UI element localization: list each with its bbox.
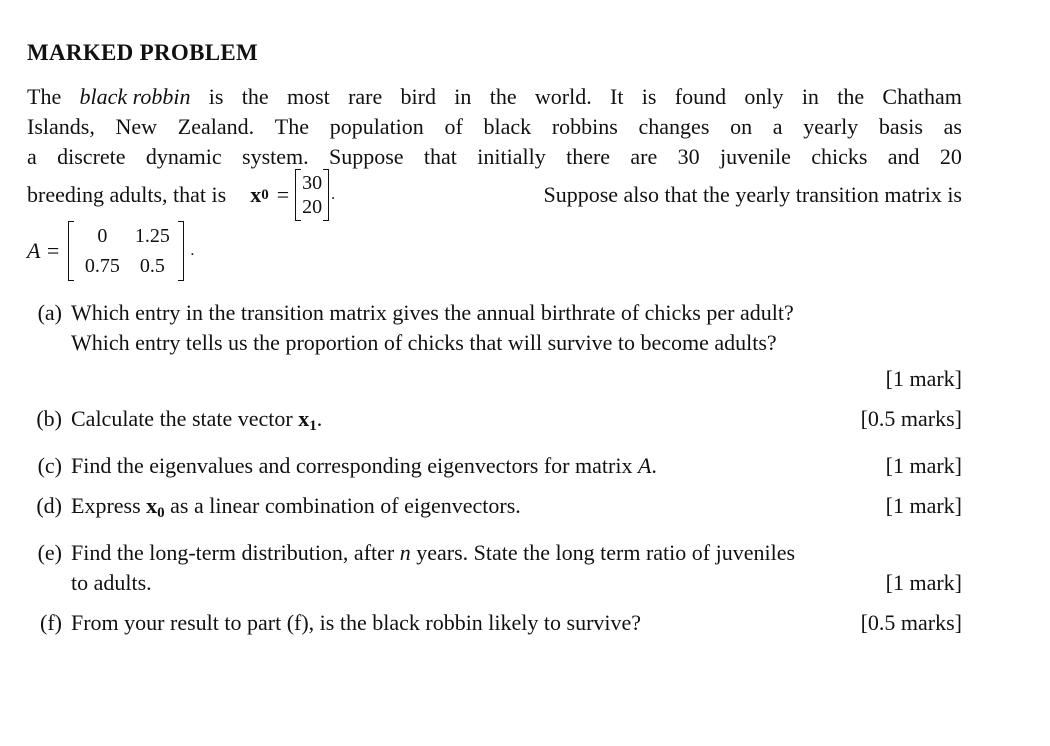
period: .	[316, 406, 323, 431]
part-text: as a linear combination of eigenvectors.	[170, 493, 521, 518]
part-text: Calculate the state vector	[71, 406, 293, 431]
part-text: years. State the long term ratio of juveniles	[416, 540, 796, 565]
word: dynamic	[145, 144, 222, 169]
word: 30	[677, 144, 700, 169]
problem-sheet	[27, 40, 962, 638]
part-text-line	[71, 568, 962, 598]
part-label: (c)	[37, 453, 62, 478]
matrix-symbol: A	[637, 453, 652, 478]
word: as	[943, 114, 962, 139]
transition-matrix-line	[27, 218, 962, 284]
intro-line-3	[27, 142, 962, 172]
matrix-entries	[74, 221, 178, 281]
word: a	[27, 144, 37, 169]
intro-line-4	[27, 174, 962, 216]
intro-line-1	[27, 82, 962, 112]
word: a	[772, 114, 783, 139]
period: .	[190, 242, 195, 259]
word: Suppose	[329, 144, 404, 169]
transition-matrix	[68, 221, 184, 281]
part-text: to adults.	[71, 570, 152, 595]
x1-subscript: 1	[309, 418, 317, 434]
word: yearly	[803, 114, 859, 139]
part-d	[27, 491, 962, 528]
mark-allocation: [1 mark]	[885, 493, 962, 518]
part-c	[27, 451, 962, 481]
word: New	[115, 114, 158, 139]
question-parts	[27, 298, 962, 638]
part-label: (e)	[37, 540, 62, 565]
word: changes	[638, 114, 710, 139]
word: on	[730, 114, 753, 139]
word: rare	[348, 84, 383, 109]
word: and	[887, 144, 920, 169]
word: in	[801, 84, 819, 109]
mark-allocation: [1 mark]	[885, 570, 962, 595]
word: of	[444, 114, 463, 139]
x0-symbol: x	[250, 182, 262, 207]
part-text: Find the eigenvalues and corresponding eigenvectors for matrix	[71, 453, 633, 478]
word: black	[483, 114, 532, 139]
word: bird	[400, 84, 436, 109]
part-text: Which entry in the transition matrix gives the annual birthrate of chicks per adult?	[71, 300, 794, 325]
problem-intro	[27, 82, 962, 284]
word: 20	[939, 144, 962, 169]
intro-text: breeding adults, that is	[27, 182, 227, 207]
mark-allocation: [0.5 marks]	[860, 610, 962, 635]
x0-subscript: 0	[261, 187, 269, 203]
initial-state-statement	[27, 169, 335, 221]
initial-state-vector	[295, 169, 329, 221]
part-label: (d)	[36, 493, 62, 518]
word: It	[610, 84, 624, 109]
part-label: (b)	[36, 406, 62, 431]
matrix-entry: 0.75	[84, 255, 120, 277]
x0-symbol: x	[146, 493, 158, 518]
word: Islands,	[27, 114, 95, 139]
period: .	[331, 186, 336, 203]
word: in	[454, 84, 472, 109]
word: The	[27, 84, 62, 109]
equals-sign: =	[276, 182, 290, 207]
mark-allocation: [0.5 marks]	[860, 406, 962, 431]
vector-entries	[301, 171, 323, 219]
part-text: Which entry tells us the proportion of chicks that will survive to become adults?	[71, 330, 777, 355]
word: that	[423, 144, 457, 169]
part-f	[27, 608, 962, 638]
right-bracket	[323, 169, 329, 221]
part-text: Express	[71, 493, 141, 518]
part-text-wrap	[71, 451, 657, 481]
mark-allocation: [1 mark]	[885, 366, 962, 391]
word: initially	[477, 144, 546, 169]
word: system.	[242, 144, 309, 169]
matrix-label: A =	[27, 238, 61, 263]
word: the	[241, 84, 269, 109]
word: The	[274, 114, 309, 139]
word: robbins	[551, 114, 618, 139]
word: are	[630, 144, 658, 169]
word: juvenile	[720, 144, 791, 169]
intro-text: Suppose also that the yearly transition matrix is	[543, 182, 962, 207]
word: the	[837, 84, 865, 109]
mark-allocation: [1 mark]	[885, 453, 962, 478]
matrix-entry: 0	[97, 225, 108, 247]
part-b	[27, 404, 962, 441]
word: is	[641, 84, 657, 109]
matrix-entry: 0.5	[139, 255, 165, 277]
right-bracket	[178, 221, 184, 281]
part-a	[27, 298, 962, 394]
part-label: (a)	[37, 300, 62, 325]
word: chicks	[811, 144, 868, 169]
word: the	[489, 84, 517, 109]
page-title: MARKED PROBLEM	[27, 40, 258, 65]
word: discrete	[57, 144, 126, 169]
word: Chatham	[882, 84, 962, 109]
word: is	[208, 84, 224, 109]
part-text-wrap	[71, 404, 322, 441]
part-text: From your result to part (f), is the black robbin likely to survive?	[71, 610, 642, 635]
vector-entry: 20	[302, 196, 323, 218]
x0-subscript: 0	[157, 505, 165, 521]
x1-symbol: x	[298, 406, 310, 431]
matrix-entry: 1.25	[134, 225, 170, 247]
word: black robbin	[79, 84, 191, 109]
part-text: Find the long-term distribution, after	[71, 540, 395, 565]
part-e	[27, 538, 962, 598]
part-text-line	[71, 538, 962, 568]
part-text-wrap	[71, 491, 521, 528]
word: Zealand.	[177, 114, 255, 139]
intro-line-2	[27, 112, 962, 142]
part-text-wrap	[71, 538, 795, 568]
vector-entry: 30	[302, 172, 323, 194]
word: most	[286, 84, 330, 109]
word: population	[329, 114, 424, 139]
word: only	[744, 84, 784, 109]
n-symbol: n	[399, 540, 411, 565]
word: basis	[878, 114, 923, 139]
period: .	[651, 453, 657, 478]
word: world.	[534, 84, 592, 109]
word: found	[674, 84, 727, 109]
part-label: (f)	[40, 610, 62, 635]
word: there	[566, 144, 611, 169]
